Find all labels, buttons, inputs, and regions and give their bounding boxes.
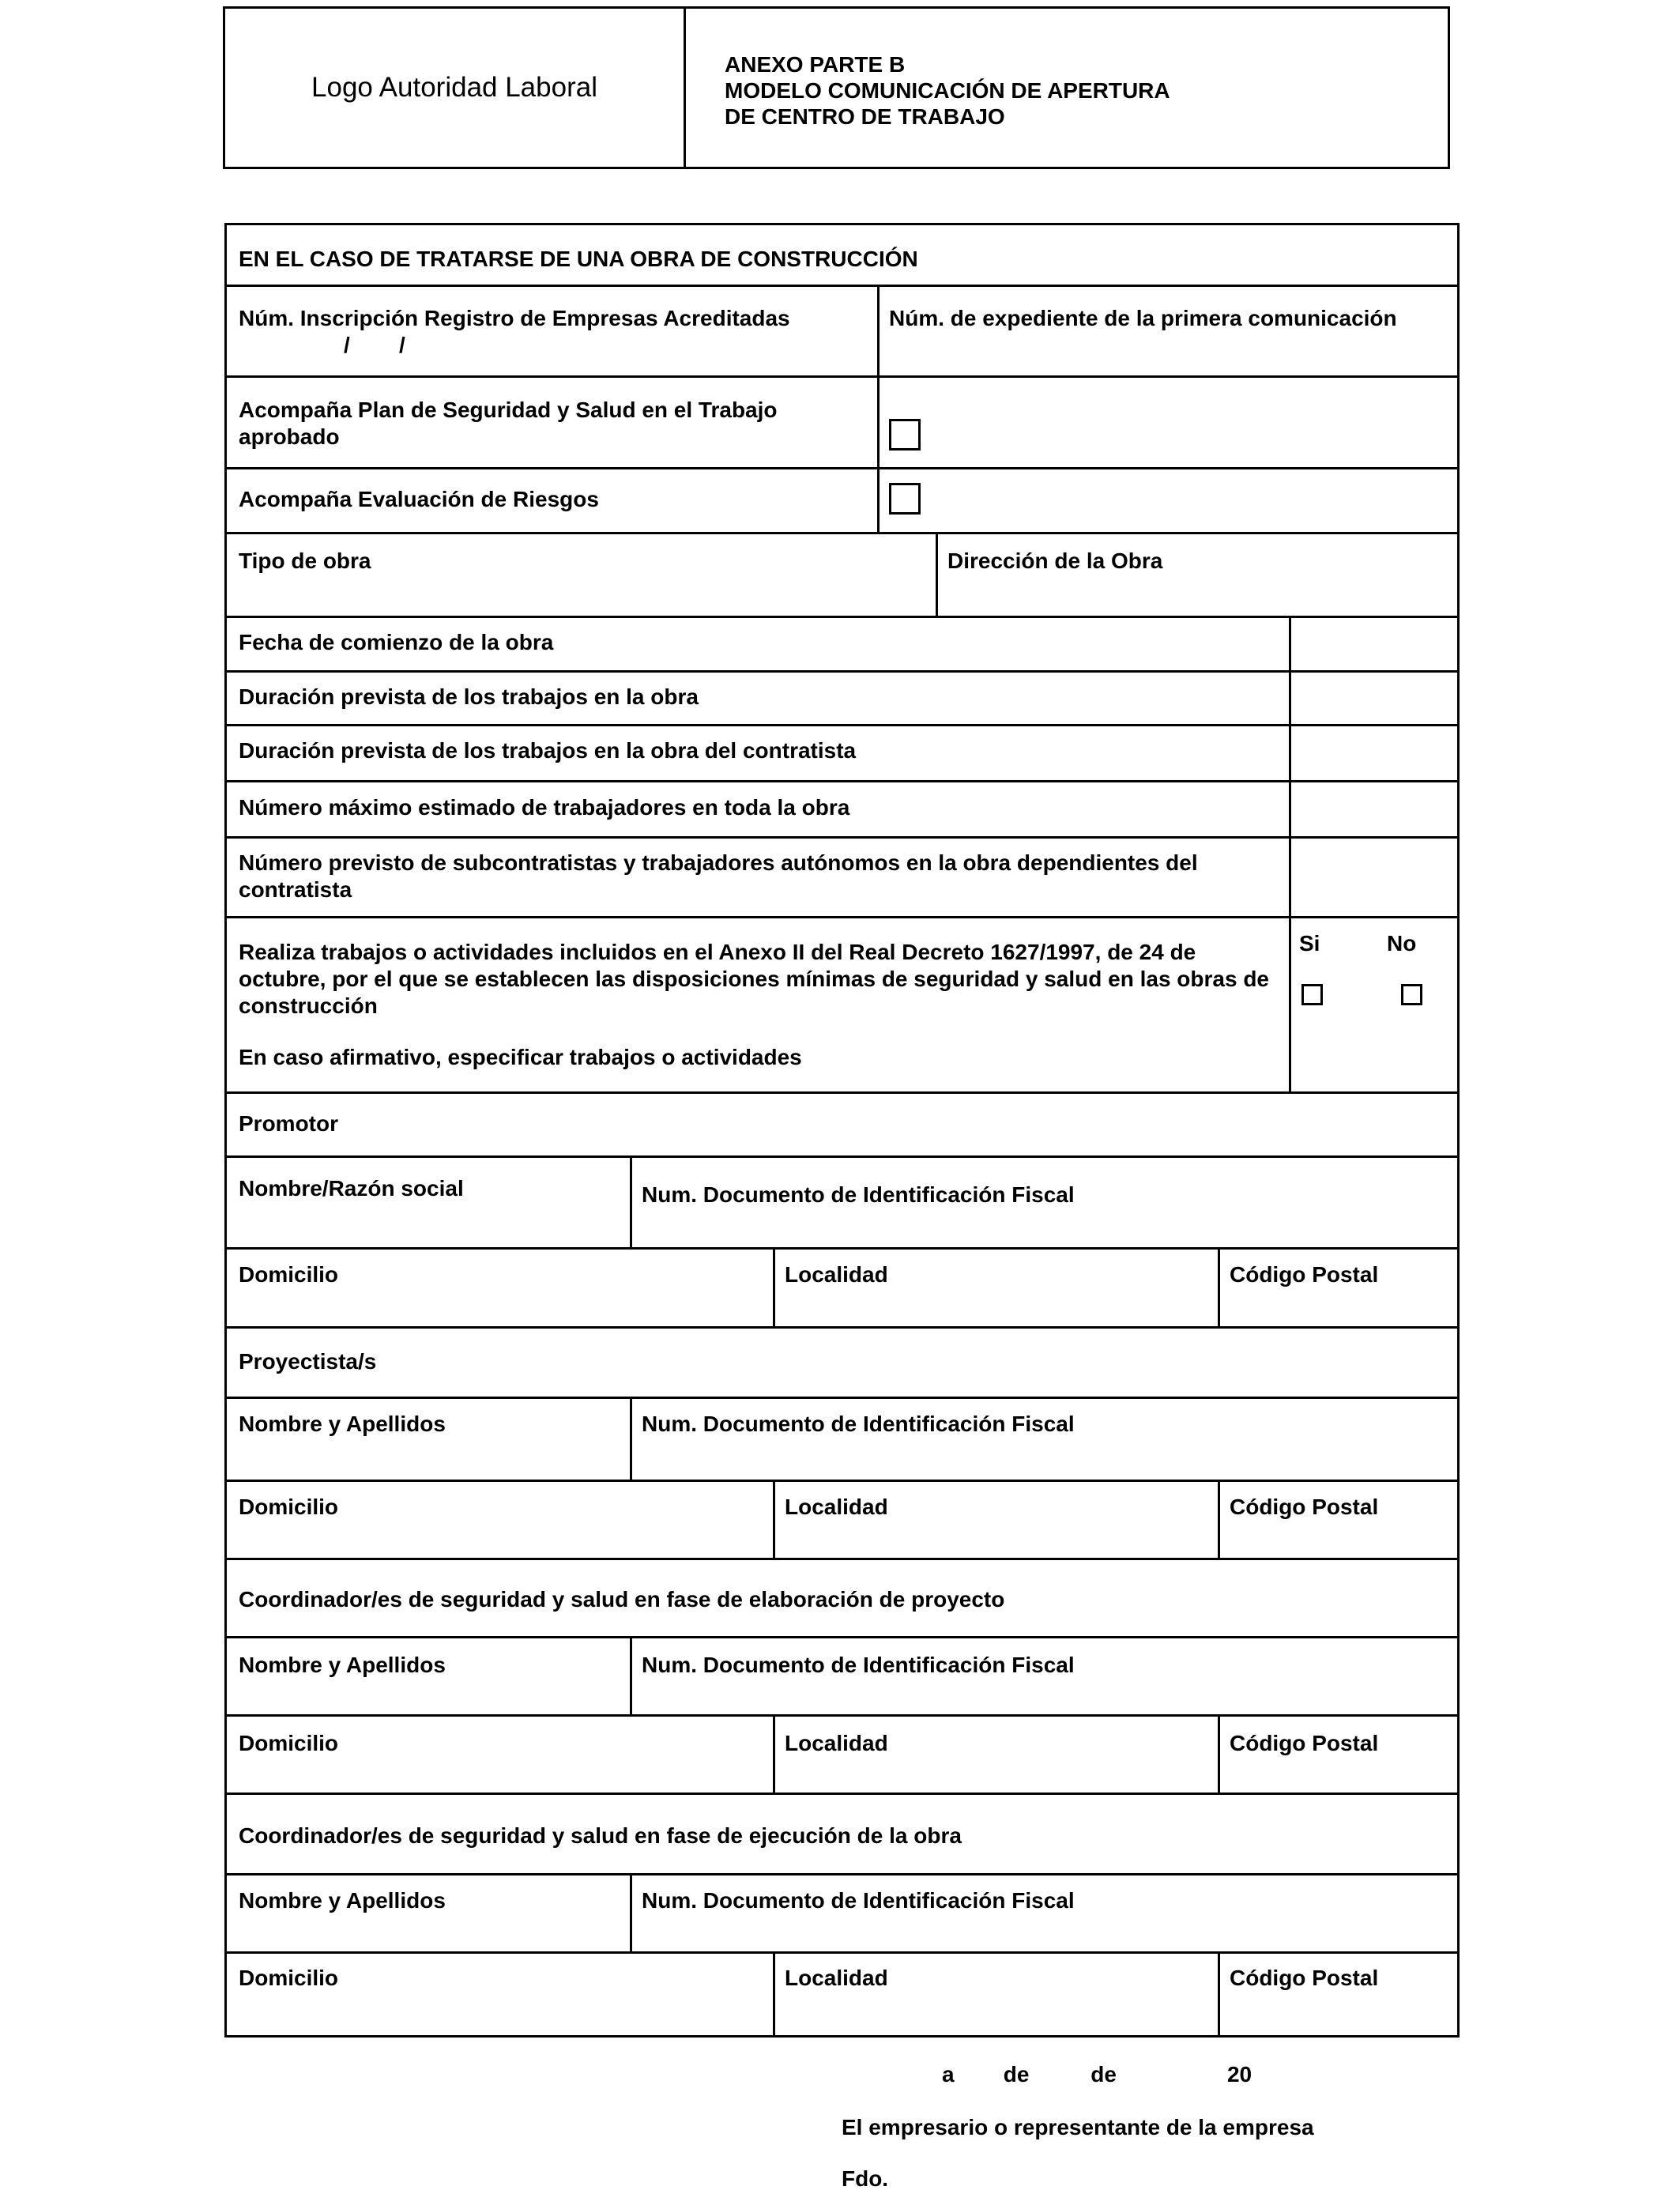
row-divider [227,1558,1457,1560]
col-divider [877,285,880,534]
row-divider [227,1326,1457,1329]
col-divider [773,1247,775,1329]
col-divider [1218,1951,1220,2038]
coord-ejecucion-nombre-label: Nombre y Apellidos [239,1888,446,1913]
si-label: Si [1299,931,1320,956]
direccion-obra-label: Dirección de la Obra [947,548,1163,573]
row-divider [227,1714,1457,1717]
coord-ejecucion-title: Coordinador/es de seguridad y salud en fase de ejecución de la obra [239,1823,962,1848]
anexo-especificar-label: En caso afirmativo, especificar trabajos o actividades [239,1045,802,1069]
promotor-cp-label: Código Postal [1230,1262,1379,1287]
coord-proyecto-cp-label: Código Postal [1230,1731,1379,1755]
evaluacion-checkbox[interactable] [889,483,921,515]
proyectista-domicilio-label: Domicilio [239,1495,339,1519]
row-divider [227,1480,1457,1482]
evaluacion-label: Acompaña Evaluación de Riesgos [239,487,599,511]
col-divider [1289,616,1291,1094]
coord-proyecto-title: Coordinador/es de seguridad y salud en fase de elaboración de proyecto [239,1587,1005,1612]
section-title: EN EL CASO DE TRATARSE DE UNA OBRA DE CONSTRUCCIÓN [239,247,918,271]
col-divider [630,1397,632,1482]
logo-placeholder: Logo Autoridad Laboral [311,72,597,103]
expediente-label: Núm. de expediente de la primera comunicación [889,306,1397,330]
anexo-label: Realiza trabajos o actividades incluidos en el Anexo II del Real Decreto 1627/1997, de 24 de octubre, por el que se establecen las disposiciones mínimas de seguridad y salud en las obras de construcción [239,940,1269,1018]
coord-proyecto-domicilio-label: Domicilio [239,1731,339,1755]
coord-proyecto-nombre-label: Nombre y Apellidos [239,1653,446,1677]
annex-line-3: DE CENTRO DE TRABAJO [725,104,1005,129]
col-divider [630,1636,632,1717]
duracion-label: Duración prevista de los trabajos en la obra [239,684,699,709]
row-divider [227,1793,1457,1795]
col-divider [936,532,938,618]
col-divider [1218,1714,1220,1795]
row-divider [227,1155,1457,1158]
col-divider [1218,1480,1220,1560]
promotor-nif-label: Num. Documento de Identificación Fiscal [642,1182,1075,1207]
coord-ejecucion-domicilio-label: Domicilio [239,1966,339,1990]
coord-ejecucion-nif-label: Num. Documento de Identificación Fiscal [642,1888,1075,1913]
coord-proyecto-nif-label: Num. Documento de Identificación Fiscal [642,1653,1075,1677]
row-divider [227,532,1457,534]
num-trabajadores-label: Número máximo estimado de trabajadores en toda la obra [239,795,850,820]
promotor-localidad-label: Localidad [785,1262,888,1287]
row-divider [227,467,1457,469]
proyectista-nif-label: Num. Documento de Identificación Fiscal [642,1412,1075,1436]
plan-seguridad-checkbox[interactable] [889,419,921,450]
row-divider [227,836,1457,839]
signer-label: El empresario o representante de la empresa [842,2115,1314,2139]
coord-proyecto-localidad-label: Localidad [785,1731,888,1755]
registro-label: Núm. Inscripción Registro de Empresas Acreditadas [239,306,790,330]
row-divider [227,1873,1457,1875]
row-divider [227,724,1457,726]
col-divider [630,1873,632,1954]
proyectista-localidad-label: Localidad [785,1495,888,1519]
col-divider [773,1480,775,1560]
num-subcontratistas-label: Número previsto de subcontratistas y trabajadores autónomos en la obra dependientes del contratista [239,850,1198,902]
proyectista-cp-label: Código Postal [1230,1495,1379,1519]
duracion-contratista-label: Duración prevista de los trabajos en la obra del contratista [239,738,857,763]
col-divider [773,1951,775,2038]
annex-line-2: MODELO COMUNICACIÓN DE APERTURA [725,78,1170,103]
fecha-comienzo-label: Fecha de comienzo de la obra [239,630,554,654]
annex-line-1: ANEXO PARTE B [725,52,906,77]
col-divider [1218,1247,1220,1329]
proyectista-nombre-label: Nombre y Apellidos [239,1412,446,1436]
header-box [223,6,1450,169]
construction-form [224,223,1460,2038]
coord-ejecucion-cp-label: Código Postal [1230,1966,1379,1990]
row-divider [227,1091,1457,1094]
row-divider [227,375,1457,378]
header-divider [684,9,686,167]
plan-seguridad-label: Acompaña Plan de Seguridad y Salud en el Trabajo aprobado [239,398,778,449]
row-divider [227,1951,1457,1954]
no-label: No [1387,931,1417,956]
row-divider [227,285,1457,287]
col-divider [773,1714,775,1795]
fdo-label: Fdo. [842,2166,889,2191]
proyectista-title: Proyectista/s [239,1349,377,1374]
no-checkbox[interactable] [1401,984,1422,1005]
promotor-nombre-label: Nombre/Razón social [239,1176,464,1201]
annex-title [725,51,1170,130]
row-divider [227,1636,1457,1638]
row-divider [227,1247,1457,1250]
date-line: a de de 20 [942,2062,1252,2087]
row-divider [227,780,1457,782]
row-divider [227,616,1457,618]
tipo-obra-label: Tipo de obra [239,548,371,573]
row-divider [227,1397,1457,1399]
row-divider [227,670,1457,673]
si-checkbox[interactable] [1301,984,1323,1005]
promotor-domicilio-label: Domicilio [239,1262,339,1287]
promotor-title: Promotor [239,1111,338,1136]
registro-slashes: / / [344,333,405,357]
row-divider [227,916,1457,918]
col-divider [630,1155,632,1250]
coord-ejecucion-localidad-label: Localidad [785,1966,888,1990]
